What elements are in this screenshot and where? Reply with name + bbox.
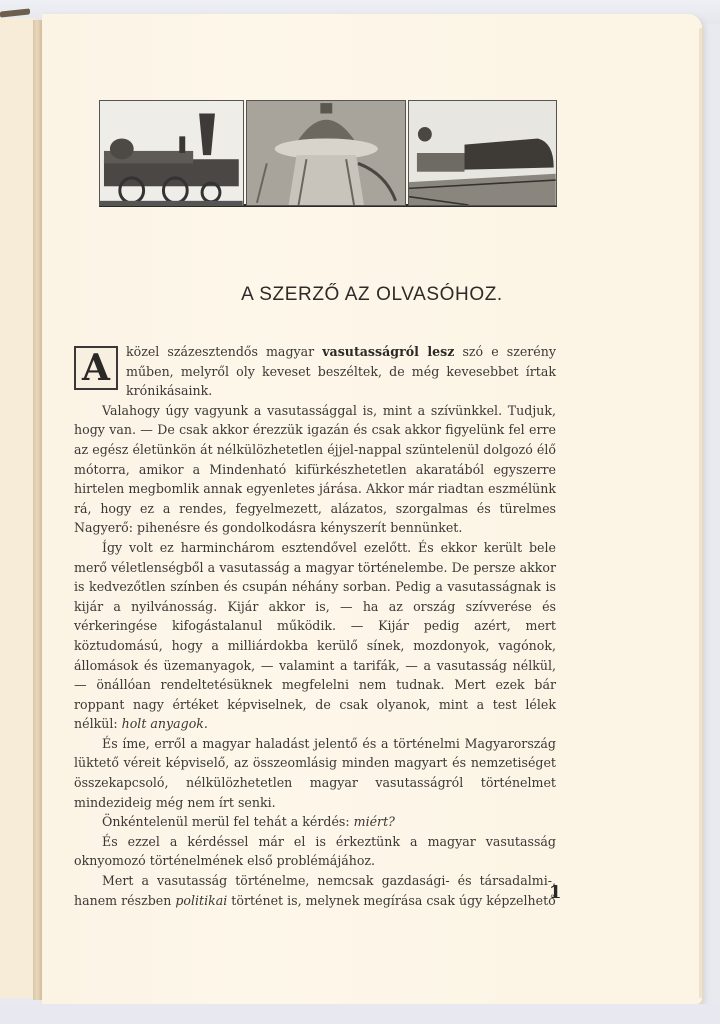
paragraph xyxy=(74,401,556,538)
left-page-edge xyxy=(0,18,36,998)
text-run: szó e szerény műben, melyről oly keveset beszéltek, de még kevesebbet írtak krónikásaink. xyxy=(126,344,556,399)
drop-cap: A xyxy=(74,346,118,390)
page-number: 1 xyxy=(549,882,562,903)
text-run: Önkéntelenül merül fel tehát a kérdés: xyxy=(102,814,354,830)
text-run: És ezzel a kérdéssel már el is érkeztünk a magyar vasutasság oknyomozó történelmének első problémájához. xyxy=(74,833,556,869)
text-run: vasutasságról lesz xyxy=(322,344,455,359)
text-run: politikai xyxy=(175,892,228,908)
text-run: közel százesztendős magyar xyxy=(126,344,323,359)
paragraph xyxy=(74,538,556,734)
text-run: holt anyagok. xyxy=(121,716,208,732)
steam-locomotive-image xyxy=(99,100,244,206)
header-illustration xyxy=(99,100,557,207)
background-bottom xyxy=(0,1004,720,1024)
text-run: És íme, erről a magyar haladást jelentő és a történelmi Magyarország lüktető véreit képviselő, az összeomlásig minden magyart és nemzetiséget összekapcsoló, nélkülözhetetlen magyar vasutasságról történelmet mindezideig még nem írt senki. xyxy=(74,735,556,810)
paragraph xyxy=(74,342,556,401)
body-text xyxy=(74,342,556,910)
book-page xyxy=(42,14,702,1004)
text-run: Mert a vasutasság történelme, nemcsak gazdasági- és társadalmi-, hanem részben xyxy=(74,873,556,908)
text-run: történet is, melynek megírása csak úgy képzelhető xyxy=(227,892,556,908)
paragraph xyxy=(74,832,556,871)
crown-emblem-image xyxy=(246,100,407,206)
text-run: Így volt ez harminchárom esztendővel ezelőtt. És ekkor került bele merő véletlenségből a vasutasság a magyar történelembe. De persze akkor is kedvezőtlen színben és csupán néhány sorban. Pedig a vasutasságnak is kijár a nyilvánosság. Kijár akkor is, — ha az ország szívverése és vérkeringése kifogástalanul működik. — Kijár pedig azért, mert köztudomású, hogy a milliárdokba kerülő sínek, mozdonyok, vagónok, állomások és üzemanyagok, — valamint a tarifák, — a vasutasság nélkül, — önállóan rendeltetésüknek megfelelni nem tudnak. Mert ezek bár roppant nagy értéket képviselnek, de csak olyanok, mint a test lélek nélkül: xyxy=(74,539,556,732)
paragraph xyxy=(74,871,556,910)
modern-train-image xyxy=(408,100,557,206)
text-run: Valahogy úgy vagyunk a vasutassággal is, mint a szívünkkel. Tudjuk, hogy van. — De csak akkor érezzük igazán és csak akkor figyelünk fel erre az egész életünkön át nélkülözhetetlen éjjel-nappal szüntelenül dolgozó élő mótorra, amikor a Mindenható kifürkészhetetlen akaratából egyszerre hirtelen megbomlik annak egyenletes járása. Akkor már riadtan eszmélünk rá, hogy ez a rendes, fegyelmezett, alázatos, szorgalmas és türelmes Nagyerő: pihenésre és gondolkodásra kényszerít bennünket. xyxy=(74,402,556,536)
paragraph xyxy=(74,734,556,812)
chapter-title: A SZERZŐ AZ OLVASÓHOZ. xyxy=(241,284,503,305)
paragraph xyxy=(74,812,556,832)
text-run: miért? xyxy=(353,814,395,830)
page-edge xyxy=(699,28,702,998)
book-gutter xyxy=(33,20,42,1000)
